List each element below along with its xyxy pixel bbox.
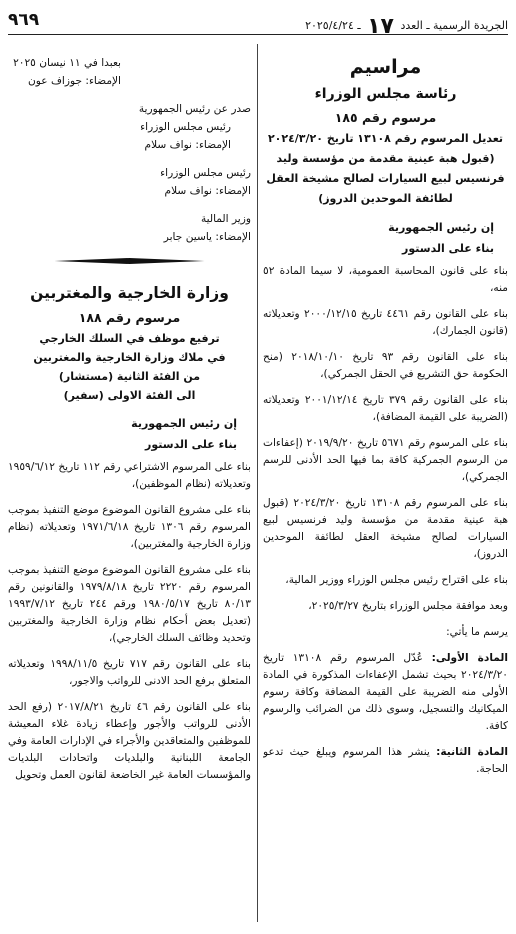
subject-line: في ملاك وزارة الخارجية والمغتربين — [33, 351, 226, 364]
article-1 — [263, 650, 508, 735]
subject-line: من الفئة الثانية (مستشار) — [58, 370, 201, 383]
recital: بناء على قانون المحاسبة العمومية، لا سيما المادة ٥٢ منه، — [263, 265, 508, 294]
president-line: إن رئيس الجمهورية — [131, 417, 237, 430]
pm-title: رئيس مجلس الوزراء — [140, 121, 231, 133]
gazette-title — [305, 14, 508, 39]
recital: بناء على القانون رقم ٧١٧ تاريخ ١٩٩٨/١١/٥ وتعديلاته المتعلق برفع الحد الادنى للرواتب والاجور، — [8, 658, 251, 687]
signature-finance: الإمضاء: ياسين جابر — [163, 231, 251, 243]
decree-subject — [8, 329, 251, 405]
section-separator — [8, 254, 251, 268]
issue-date: ـ ٢٠٢٥/٤/٢٤ — [305, 19, 361, 32]
signature-block — [8, 54, 121, 90]
finance-title: وزير المالية — [200, 213, 251, 225]
recital: بناء على مشروع القانون الموضوع موضع التنفيذ بموجب المرسوم رقم ٢٢٢٠ تاريخ ١٩٧٩/٨/١٨ والقانونين رقم ٨٠/١٣ تاريخ ١٩٨٠/٥/١٧ ورقم ٢٤٤ تاريخ ١٩٩٣/٧/١٢ (تعديل بعض أحكام نظام وزارة الخارجية والمغتربين وتحديد وظائف السلك الخارجي)، — [8, 564, 251, 644]
recital: بناء على المرسوم رقم ٥٦٧١ تاريخ ٢٠١٩/٩/٢٠ (إعفاءات من الرسوم الجمركية كافة بما فيها الحد الأدنى للرسم الجمركي)، — [263, 437, 508, 483]
constitution-line: بناء على الدستور — [145, 438, 237, 451]
article-2-label: المادة الثانية: — [436, 746, 508, 758]
right-column — [263, 44, 508, 926]
recital: بناء على مشروع القانون الموضوع موضع التنفيذ بموجب المرسوم رقم ١٣٠٦ تاريخ ١٩٧١/٦/١٨ وتعديلاته (نظام وزارة الخارجية والمغتربين)، — [8, 504, 251, 550]
recital: بناء على القانون رقم ٤٤٦١ تاريخ ٢٠٠٠/١٢/١٥ وتعديلاته (قانون الجمارك)، — [263, 308, 508, 337]
constitution-line: بناء على الدستور — [402, 242, 494, 255]
effective-line: بعبدا في ١١ نيسان ٢٠٢٥ — [13, 57, 121, 69]
pm-title-2: رئيس مجلس الوزراء — [160, 167, 251, 179]
authority-title: رئاسة مجلس الوزراء — [314, 86, 457, 102]
recital: بناء على القانون رقم ٣٧٩ تاريخ ٢٠٠١/١٢/١٤ وتعديلاته (الضريبة على القيمة المضافة)، — [263, 394, 508, 423]
decree-number: مرسوم رقم ١٨٨ — [78, 310, 181, 325]
countersign-block — [8, 164, 251, 246]
subject-line: الى الفئة الاولى (سفير) — [63, 389, 196, 402]
decrees-line: يرسم ما يأتي: — [446, 626, 508, 638]
recital: وبعد موافقة مجلس الوزراء بتاريخ ٢٠٢٥/٣/٢٧، — [308, 600, 508, 612]
recital: بناء على القانون رقم ٤٦ تاريخ ٢٠١٧/٨/٢١ (رفع الحد الأدنى للرواتب والأجور وإعطاء زيادة غلاء المعيشة للموظفين والمتعاقدين والأجراء في الإدارات العامة وفي الجامعة اللبنانية والبلديات واتحادات البلديات والمؤسسات العامة غير الخاضعة لقانون العمل وتحويل — [8, 701, 251, 781]
page-header — [8, 4, 508, 39]
signature-president: الإمضاء: جوزاف عون — [28, 75, 121, 87]
recital: بناء على المرسوم رقم ١٣١٠٨ تاريخ ٢٠٢٤/٣/٢٠ (قبول هبة عينية مقدمة من مؤسسة وليد فرنسيس لبيع السيارات لصالح مشيخة العقل لطائفة الموحدين الدروز)، — [263, 497, 508, 560]
decree-subject: تعديل المرسوم رقم ١٣١٠٨ تاريخ ٢٠٢٤/٣/٢٠ (قبول هبة عينية مقدمة من مؤسسة وليد فرنسيس لبيع السيارات لصالح مشيخة العقل لطائفة الموحدين الدروز) — [266, 132, 505, 205]
article-1-label: المادة الأولى: — [431, 652, 508, 664]
section-title: مراسيم — [349, 56, 422, 78]
signature-pm-2: الإمضاء: نواف سلام — [164, 185, 251, 197]
recital: بناء على القانون رقم ٩٣ تاريخ ٢٠١٨/١٠/١٠ (منح الحكومة حق التشريع في الحقل الجمركي)، — [263, 351, 508, 380]
recital: بناء على المرسوم الاشتراعي رقم ١١٢ تاريخ ١٩٥٩/٦/١٢ وتعديلاته (نظام الموظفين)، — [8, 461, 251, 490]
page-number: ٩٦٩ — [8, 10, 40, 30]
signature-pm: الإمضاء: نواف سلام — [144, 139, 231, 151]
ministry-title: وزارة الخارجية والمغتربين — [30, 284, 229, 302]
issued-by: صدر عن رئيس الجمهورية — [138, 103, 251, 115]
article-2 — [263, 744, 508, 778]
president-line: إن رئيس الجمهورية — [388, 221, 494, 234]
article-1-text: عُدّل المرسوم رقم ١٣١٠٨ تاريخ ٢٠٢٤/٣/٢٠ بحيث تشمل الإعفاءات المذكورة في المادة الأولى منه الضريبة على القيمة المضافة وكافة رسوم الميكانيك والتسجيل، وسوى ذلك من الضرائب والرسوم كافة. — [263, 652, 508, 732]
left-column — [8, 44, 251, 926]
issued-block — [8, 100, 251, 154]
subject-line: ترفيع موظف في السلك الخارجي — [39, 332, 220, 345]
recital: بناء على اقتراح رئيس مجلس الوزراء ووزير المالية، — [285, 574, 508, 586]
column-divider — [257, 44, 258, 922]
issue-number: ١٧ — [367, 14, 394, 39]
gazette-name: الجريدة الرسمية ـ العدد — [400, 19, 508, 32]
article-2-text: ينشر هذا المرسوم ويبلغ حيث تدعو الحاجة. — [263, 746, 508, 775]
decree-number: مرسوم رقم ١٨٥ — [334, 110, 437, 125]
